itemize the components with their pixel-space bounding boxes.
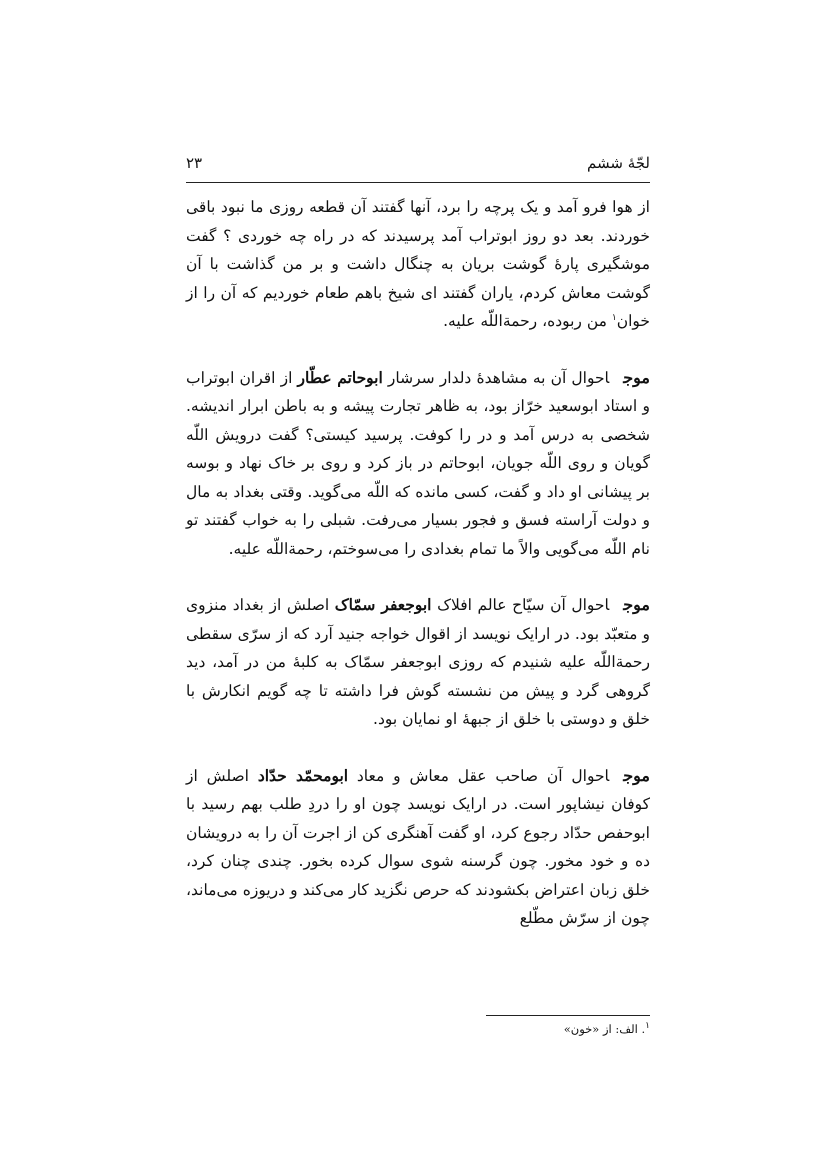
paragraph (186, 193, 650, 336)
paragraph (186, 591, 650, 734)
paragraph-text: من ربوده، رحمةاللّه علیه. (443, 312, 612, 330)
section-label: موج (623, 765, 650, 785)
paragraph-text: احوال آن به مشاهدهٔ دلدار سرشار (382, 368, 610, 387)
person-name: ابومحمّد حدّاد (257, 765, 349, 785)
section-label: موج (623, 367, 650, 387)
footnote (564, 1022, 650, 1036)
footnote-ref: ۱ (611, 312, 617, 323)
footnote-text: . الف: از «خون» (563, 1022, 646, 1036)
paragraph (186, 762, 650, 933)
paragraph-text: احوال آن سیّاح عالم افلاک (431, 596, 610, 614)
paragraph (186, 364, 650, 564)
footnote-marker: ۱ (645, 1021, 650, 1032)
page-header (186, 150, 650, 176)
footnote-rule (486, 1015, 650, 1016)
paragraph-text: اصلش از کوفان نیشاپور است. در ارایک نویسد چون او را دردِ طلب بهم رسید با ابوحفص حدّاد رجوع کرد، او گفت آهنگری کن از اجرت آن را به درویشان ده و خود مخور. چون گرسنه شوی سوال کرده بخور. چندی چنان کرد، خلق زبان اعتراض بکشودند که حرص نگزید کار می‌کند و دریوزه می‌ماند، چون از سرّش مطّلع (186, 766, 650, 927)
paragraph-text: از اقران ابوتراب و استاد ابوسعید خرّاز بود، به ظاهر تجارت پیشه و به باطن ابرار اندیشه. شخصی به درس آمد و در را کوفت. پرسید کیستی؟ گفت درویش اللّه گویان و روی اللّه جویان، ابوحاتم در باز کرد و روی بر خاک نهاد و بوسه بر پیشانی او داد و گفت، کسی مانده که اللّه می‌گوید. وقتی بغداد به مال و دولت آراسته فسق و فجور بسیار می‌رفت. شبلی را به خواب گفتند تو نام اللّه می‌گویی والاً ما تمام بغدادی را می‌سوختم، رحمةاللّه علیه. (186, 368, 650, 558)
page-number: ۲۳ (186, 154, 203, 172)
person-name: ابوحاتم عطّار (297, 367, 383, 387)
header-rule (186, 182, 650, 183)
paragraph-text: احوال آن صاحب عقل معاش و معاد (348, 766, 610, 785)
paragraph-text: از هوا فرو آمد و یک پرچه را برد، آنها گفتند آن قطعه روزی ما نبود باقی خوردند. بعد دو روز ابوتراب آمد پرسیدند که در راه چه خوردی ؟ گفت موشگیری پارهٔ گوشت بریان به چنگال داشت و بر من گذاشت با آن گوشت معاش کردم، یاران گفتند ای شیخ باهم طعام خوردیم که آن را از خوان (186, 198, 650, 330)
body-text (186, 193, 650, 961)
person-name: ابوجعفر سمّاک (334, 595, 432, 614)
section-label: موج (623, 595, 650, 614)
paragraph-text: اصلش از بغداد منزوی و متعبّد بود. در ارایک نویسد از اقوال خواجه جنید آرد که از سرّی سقطی رحمةاللّه علیه شنیدم که روزی ابوجعفر سمّاک به کلبهٔ من در آمد، دید گروهی گرد و پیش من نشسته گوش فرا داشته تا چه گویم انکارش با خلق و دوستی با خلق از جبههٔ او نمایان بود. (186, 596, 650, 728)
running-title: لجّهٔ ششم (587, 154, 650, 172)
